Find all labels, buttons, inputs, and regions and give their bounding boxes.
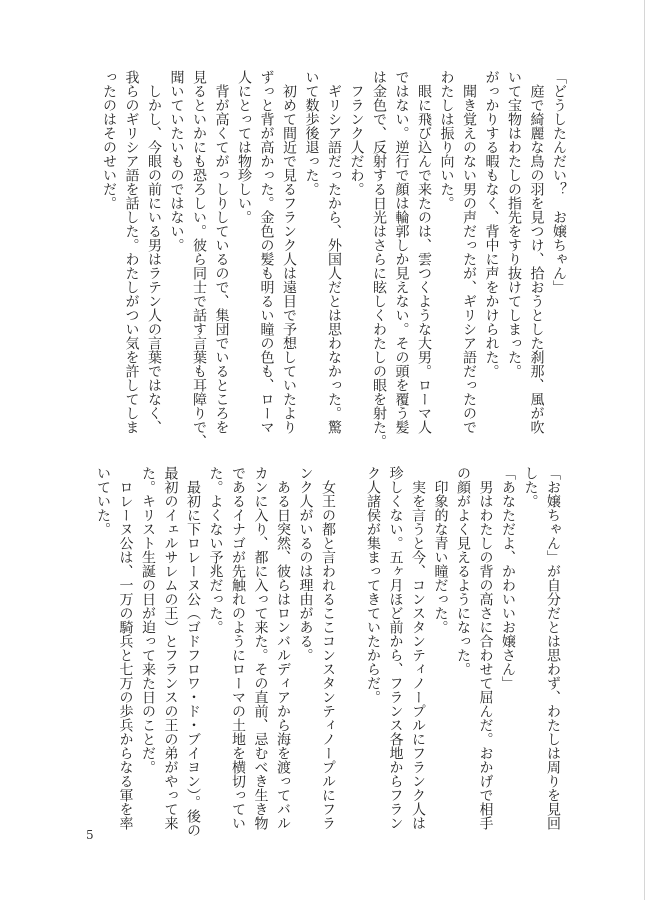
text-line: ンク人がいるのは理由がある。 [297, 466, 314, 662]
text-line: た。キリスト生誕の日が迫って来た日のことだ。 [140, 466, 156, 774]
text-line: いて宝物はわたしの指先をすり抜けてしまった。 [506, 70, 522, 378]
text-line: 我らのギリシア語を話した。わたしがつい気を許してしま [123, 70, 140, 434]
text-line: いていた。 [95, 466, 111, 536]
text-line: カンに入り、都に入って来た。その直前、忌むべき生き物 [252, 466, 269, 830]
text-line: ではない。逆行で顔は輪郭しか見えない。その頭を覆う髪 [393, 70, 410, 434]
text-line: 見るといかにも恐ろしい。彼ら同士で話す言葉も耳障りで、 [191, 70, 207, 448]
lower-text-block [92, 466, 565, 861]
text-line: 眼に飛び込んで来たのは、雲つくような大男。ローマ人 [416, 70, 432, 434]
text-line: た。よくない予兆だった。 [207, 466, 224, 634]
text-line: 背が高くてがっしりしているので、集団でいるところを [213, 70, 230, 434]
text-line: ク人諸侯が集まってきていたからだ。 [365, 466, 381, 704]
page-number: 5 [86, 828, 94, 842]
text-line: 聞いていたいものではない。 [168, 70, 185, 252]
text-line: 男はわたしの背の高さに合わせて屈んだ。おかげで相手 [477, 466, 494, 830]
text-line: 女王の都と言われるここコンスタンティノープルにフラ [320, 466, 336, 830]
text-line: 庭で綺麗な鳥の羽を見つけ、拾おうとした刹那、風が吹 [528, 70, 545, 434]
text-line: 聞き覚えのない男の声だったが、ギリシア語だったので [461, 70, 477, 434]
text-line: 印象的な青い瞳だった。 [432, 466, 449, 634]
text-line: 珍しくない。五ヶ月ほど前から、フランス各地からフラン [387, 466, 404, 830]
text-line: 最初に下ロレーヌ公（ゴドフロワ・ド・ブイヨン）。後の [185, 466, 201, 837]
text-line: 実を言うと今、コンスタンティノープルにフランク人は [410, 466, 426, 830]
text-line: ったのはそのせいだ。 [101, 70, 117, 210]
text-line: した。 [522, 466, 539, 508]
text-line: 「あなただよ、かわいいお嬢さん」 [500, 466, 516, 690]
text-line: 最初のイェルサレムの王）とフランスの王の弟がやって来 [162, 466, 179, 830]
text-line: いて数歩後退った。 [303, 70, 320, 196]
blank-line [339, 466, 362, 861]
text-line: 人にとっては物珍しい。 [236, 70, 252, 224]
text-line: しかし、今眼の前にいる男はラテン人の言葉ではなく、 [146, 70, 162, 434]
text-line: フランク人だわ。 [348, 70, 365, 196]
text-line: わたしは振り向いた。 [438, 70, 455, 210]
text-line: ロレーヌ公は、一万の騎兵と七万の歩兵からなる軍を率 [117, 466, 134, 830]
text-line: 初めて間近で見るフランク人は遠目で予想していたより [281, 70, 297, 434]
text-line: ある日突然、彼らはロンバルディアから海を渡ってバル [275, 466, 291, 830]
text-line: がっかりする暇もなく、背中に声をかけられた。 [483, 70, 500, 378]
text-line: 「お嬢ちゃん」が自分だとは思わず、わたしは周りを見回 [545, 466, 561, 830]
text-line: であるイナゴが先触れのようにローマの土地を横切ってい [230, 466, 246, 830]
text-line: 「どうしたんだい？ お嬢ちゃん」 [551, 70, 567, 294]
text-line: ずっと背が高かった。金色の髪も明るい瞳の色も、ローマ [258, 70, 275, 434]
text-line: は金色で、反射する日光はさらに眩しくわたしの眼を射た。 [371, 70, 387, 448]
text-line: ギリシア語だったから、外国人だとは思わなかった。驚 [326, 70, 342, 434]
text-line: の顔がよく見えるようになった。 [455, 466, 471, 676]
upper-text-block [98, 70, 571, 465]
